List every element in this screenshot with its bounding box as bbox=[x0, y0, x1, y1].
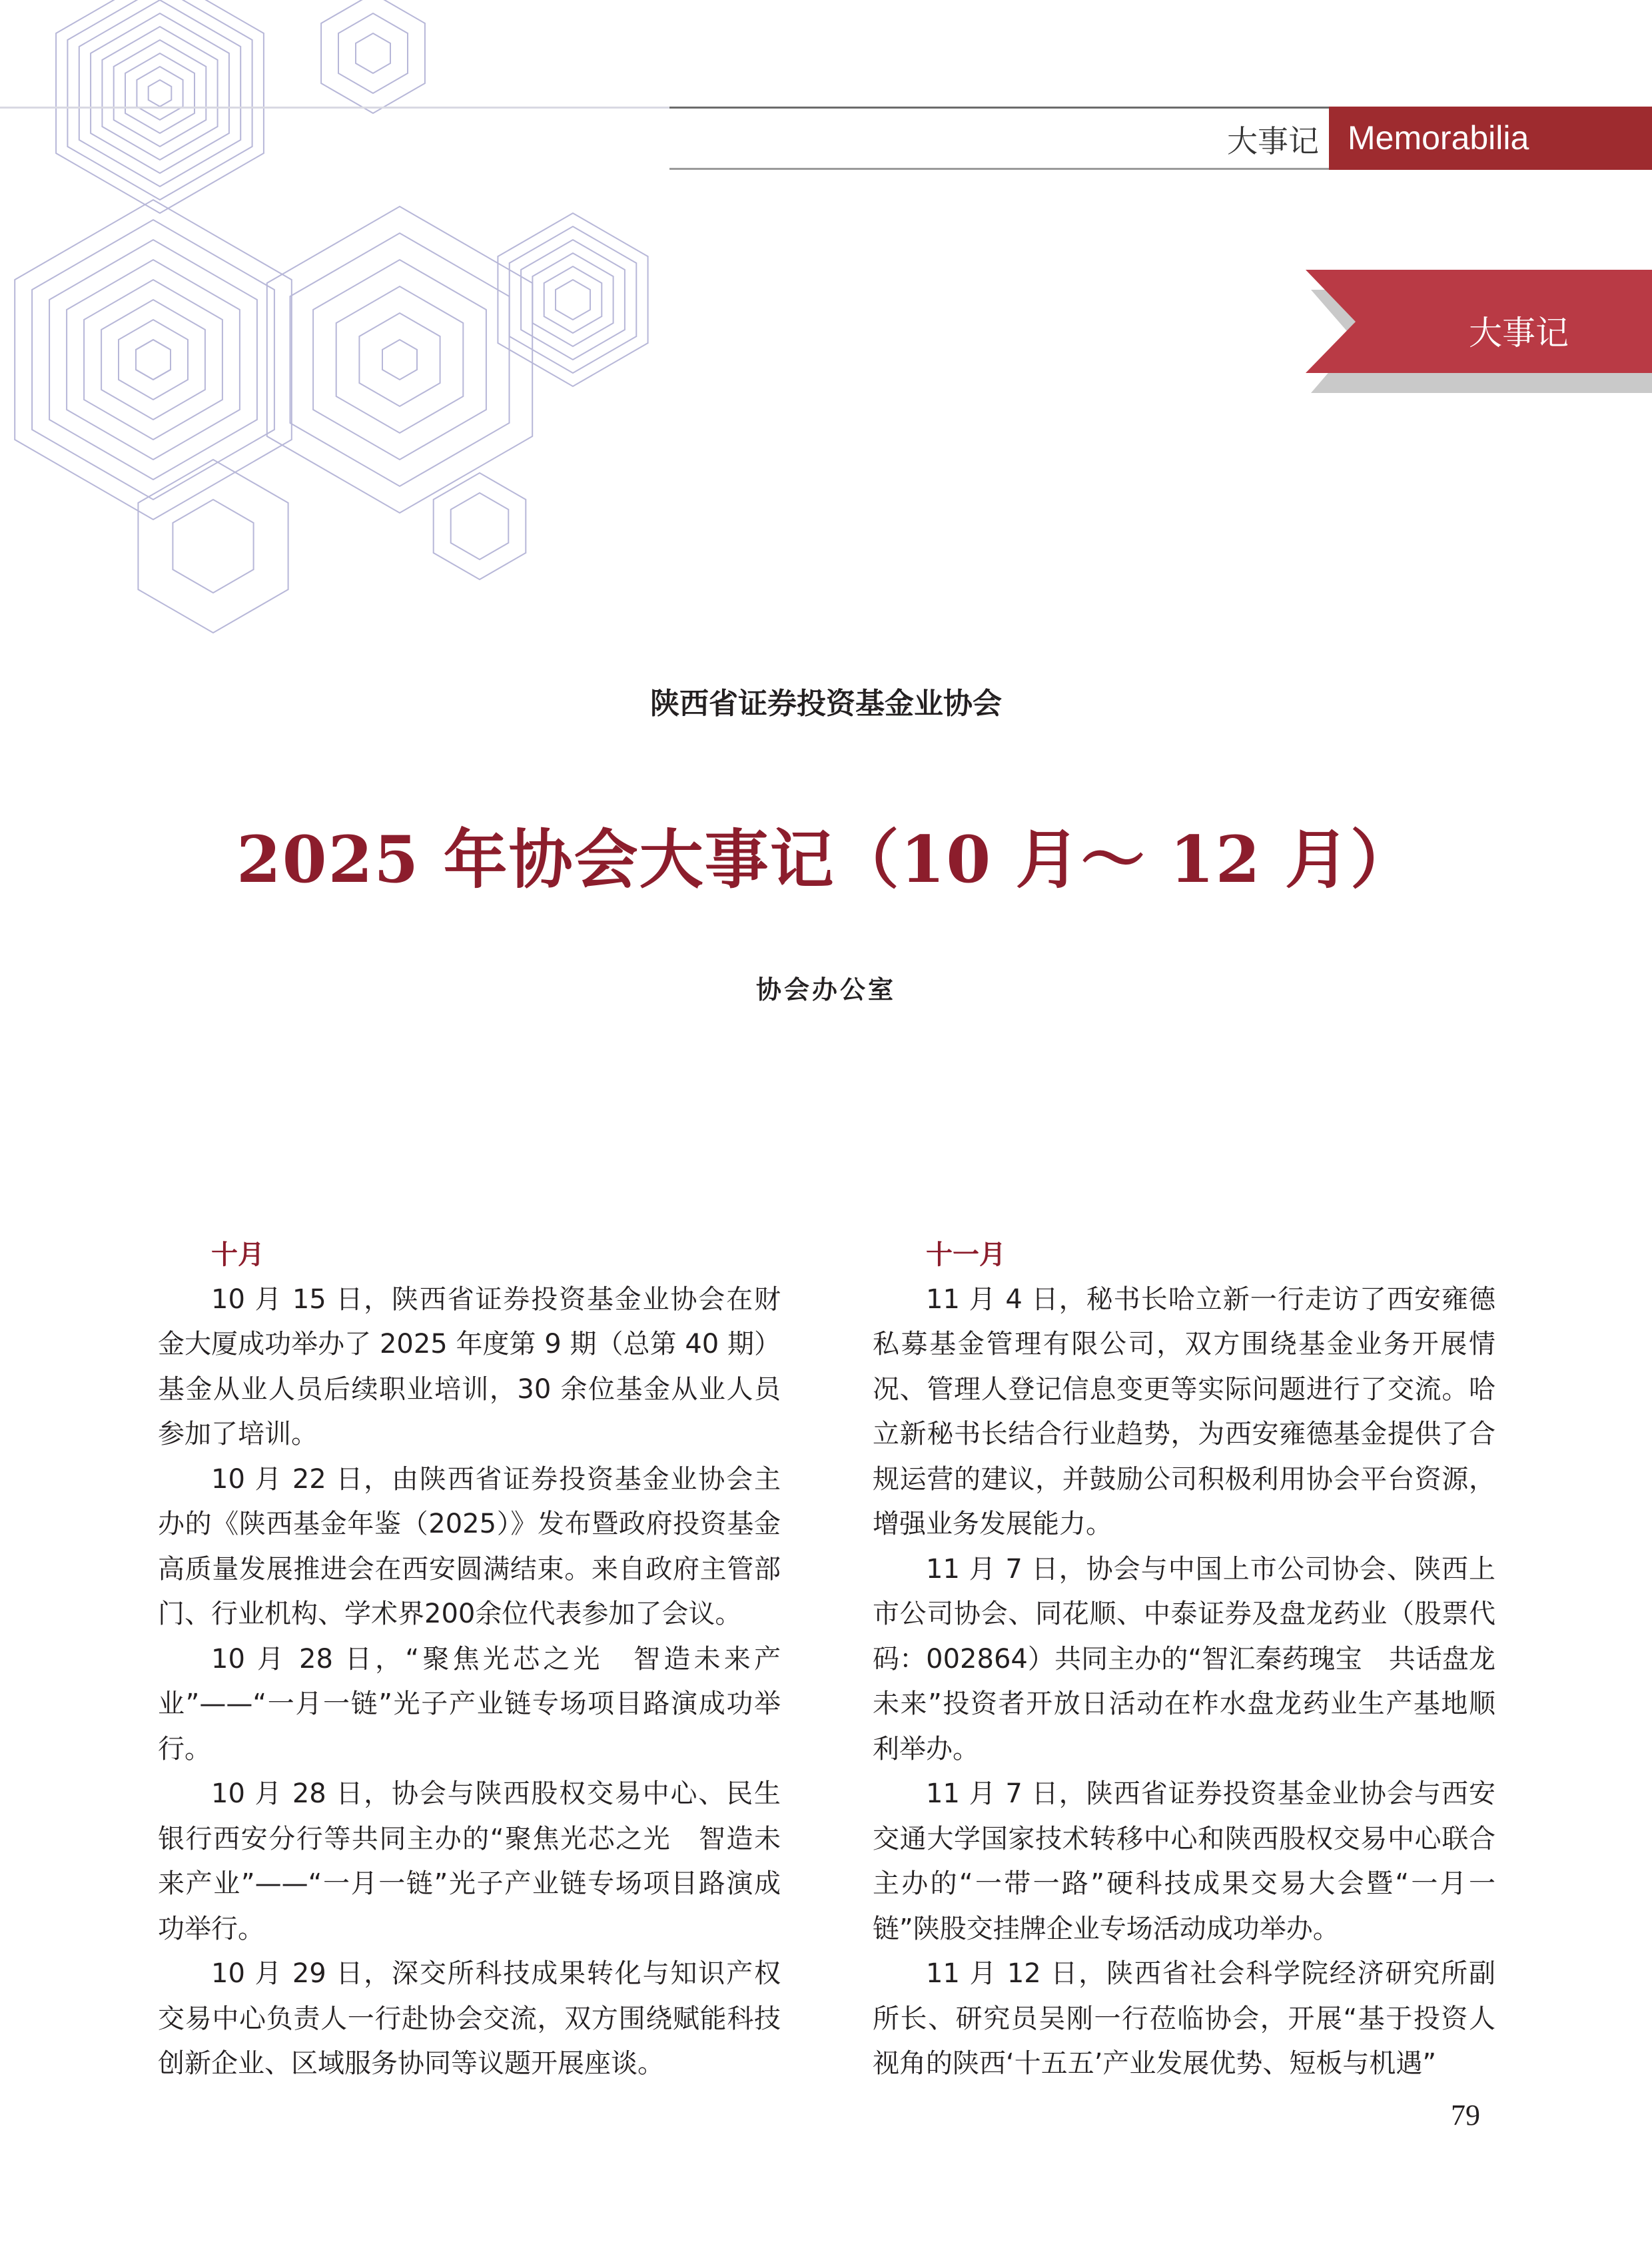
article-title: 2025 年协会大事记（10 月～ 12 月） bbox=[236, 822, 1416, 897]
hexagon-line bbox=[336, 286, 464, 433]
organization-name: 陕西省证券投资基金业协会 bbox=[650, 687, 1002, 721]
hexagon-line bbox=[67, 260, 240, 460]
hexagon-line bbox=[313, 260, 486, 460]
page-number: 79 bbox=[1451, 2099, 1480, 2131]
hexagon-line bbox=[137, 67, 183, 120]
event-paragraph: 11 月 7 日，陕西省证券投资基金业协会与西安交通大学国家技术转移中心和陕西股权交易中心联合主办的“一带一路”硬科技成果交易大会暨“一月一链”陕股交挂牌企业专场活动成功举办。 bbox=[873, 1778, 1495, 1944]
hexagon-line bbox=[32, 220, 274, 500]
hexagon-line bbox=[556, 280, 590, 320]
hexagon-line bbox=[290, 233, 510, 486]
section-tab-label: 大事记 bbox=[1469, 314, 1569, 352]
event-paragraph: 10 月 15 日，陕西省证券投资基金业协会在财金大厦成功举办了 2025 年度第 9 期（总第 40 期）基金从业人员后续职业培训，30 余位基金从业人员参加了培训。 bbox=[158, 1284, 781, 1449]
hexagon-line bbox=[101, 300, 205, 420]
header-section-cn: 大事记 bbox=[1227, 123, 1319, 159]
hexagon-line bbox=[338, 13, 408, 93]
hexagon-line bbox=[91, 13, 229, 173]
hexagon-line bbox=[267, 206, 532, 513]
event-paragraph: 10 月 28 日，协会与陕西股权交易中心、民生银行西安分行等共同主办的“聚焦光芯之光 智造未来产业”——“一月一链”光子产业链专场项目路演成功举行。 bbox=[158, 1778, 781, 1944]
hexagon-line bbox=[544, 266, 602, 333]
event-paragraph: 10 月 29 日，深交所科技成果转化与知识产权交易中心负责人一行赴协会交流，双方围绕赋能科技创新企业、区域服务协同等议题开展座谈。 bbox=[158, 1958, 781, 2079]
hexagon-line bbox=[149, 80, 172, 107]
hexagon-line bbox=[356, 33, 390, 73]
hexagon-line bbox=[114, 40, 206, 147]
article-author: 协会办公室 bbox=[755, 974, 896, 1004]
hexagon-line bbox=[49, 240, 257, 480]
hexagon-line bbox=[79, 0, 240, 187]
hexagon-line bbox=[136, 340, 171, 380]
event-paragraph: 10 月 28 日，“聚焦光芯之光 智造未来产业”——“一月一链”光子产业链专场项目路演成功举行。 bbox=[158, 1643, 781, 1764]
hexagon-line bbox=[84, 280, 222, 440]
event-paragraph: 11 月 7 日，协会与中国上市公司协会、陕西上市公司协会、同花顺、中泰证券及盘龙药业（股票代码：002864）共同主办的“智汇秦药瑰宝 共话盘龙未来”投资者开放日活动在柞水盘龙药业生产基地顺利举办。 bbox=[873, 1553, 1495, 1764]
header-rule-bottom bbox=[669, 168, 1329, 170]
right-column bbox=[873, 1232, 1495, 2087]
hexagon-line bbox=[15, 200, 292, 520]
hexagon-line bbox=[102, 27, 217, 160]
month-heading-november: 十一月 bbox=[926, 1239, 1006, 1270]
event-paragraph: 11 月 4 日，秘书长哈立新一行走访了西安雍德私募基金管理有限公司，双方围绕基金业务开展情况、管理人登记信息变更等实际问题进行了交流。哈立新秘书长结合行业趋势，为西安雍德基金提供了合规运营的建议，并鼓励公司积极利用协会平台资源，增强业务发展能力。 bbox=[873, 1284, 1495, 1539]
hexagon-line bbox=[119, 320, 188, 400]
hexagon-decoration bbox=[0, 0, 733, 666]
hexagon-line bbox=[434, 473, 526, 579]
hexagon-line bbox=[125, 53, 195, 133]
event-paragraph: 10 月 22 日，由陕西省证券投资基金业协会主办的《陕西基金年鉴（2025）》发布暨政府投资基金高质量发展推进会在西安圆满结束。来自政府主管部门、行业机构、学术界200余位代表参加了会议。 bbox=[158, 1463, 781, 1629]
hexagon-line bbox=[451, 493, 509, 560]
event-paragraph: 11 月 12 日，陕西省社会科学院经济研究所副所长、研究员吴刚一行莅临协会，开展“基于投资人视角的陕西‘十五五’产业发展优势、短板与机遇” bbox=[873, 1958, 1495, 2079]
hexagon-line bbox=[321, 0, 425, 113]
hexagon-line bbox=[510, 226, 637, 373]
hexagon-line bbox=[136, 340, 171, 380]
hexagon-line bbox=[521, 240, 625, 360]
hexagon-line bbox=[173, 500, 253, 593]
month-heading-october: 十月 bbox=[211, 1239, 264, 1270]
hexagon-line bbox=[359, 313, 440, 406]
hexagon-line bbox=[67, 0, 252, 200]
header-section-en: Memorabilia bbox=[1329, 107, 1652, 170]
header-rule-top bbox=[669, 107, 1329, 109]
left-column bbox=[158, 1232, 781, 2087]
hexagon-line bbox=[382, 340, 417, 380]
